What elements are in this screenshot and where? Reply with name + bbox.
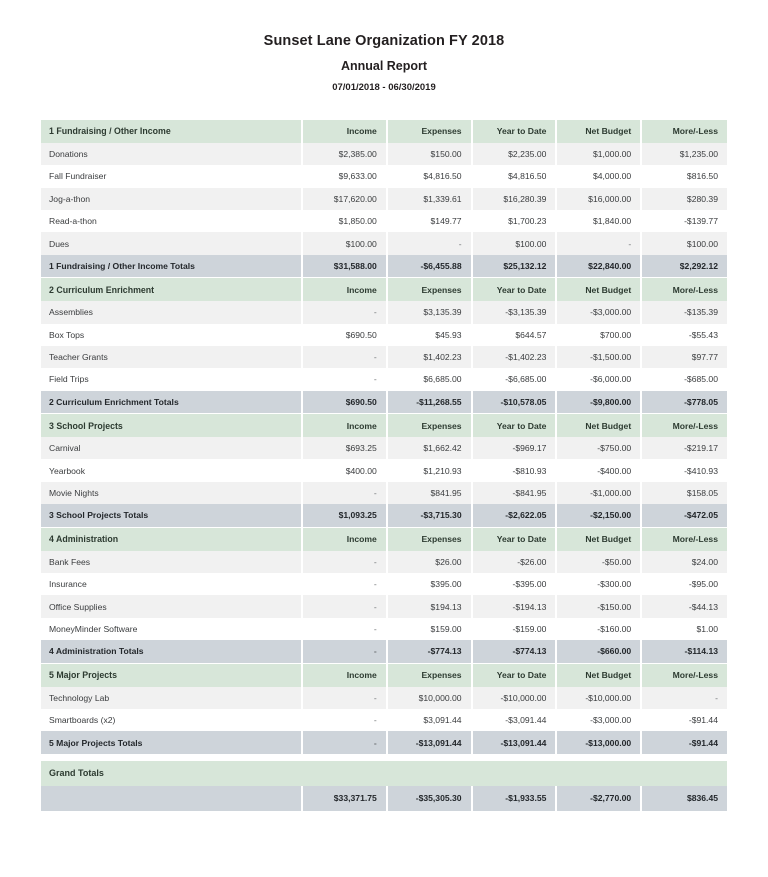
table-row	[41, 165, 727, 187]
row-value-1: $841.95	[388, 482, 473, 504]
section-title: 1 Fundraising / Other Income	[41, 120, 303, 143]
row-value-0: $690.50	[303, 324, 388, 346]
empty-value-dash: -	[373, 737, 377, 748]
empty-value-dash: -	[373, 601, 377, 612]
grand-totals-value-0: $33,371.75	[303, 786, 388, 811]
column-header-3: Net Budget	[557, 120, 642, 143]
totals-value-3: $22,840.00	[557, 255, 642, 277]
row-value-3: -$3,000.00	[557, 301, 642, 323]
totals-value-1: -$3,715.30	[388, 504, 473, 526]
grand-totals-table	[41, 761, 727, 811]
section-table	[41, 414, 727, 527]
totals-value-3: -$2,150.00	[557, 504, 642, 526]
grand-totals-value-4: $836.45	[642, 786, 727, 811]
row-value-2: -$841.95	[473, 482, 558, 504]
row-value-0	[303, 346, 388, 368]
row-value-4: $24.00	[642, 551, 727, 573]
empty-value-dash: -	[373, 307, 377, 318]
totals-value-1: -$774.13	[388, 640, 473, 662]
row-value-0	[303, 709, 388, 731]
section-title: 4 Administration	[41, 528, 303, 551]
row-value-1: $4,816.50	[388, 165, 473, 187]
row-label: Office Supplies	[41, 595, 303, 617]
row-value-2: -$3,091.44	[473, 709, 558, 731]
totals-value-3: -$13,000.00	[557, 731, 642, 753]
empty-value-dash: -	[373, 646, 377, 657]
section-table	[41, 120, 727, 277]
row-value-0: $1,850.00	[303, 210, 388, 232]
row-value-3: -$750.00	[557, 437, 642, 459]
row-value-1: $3,135.39	[388, 301, 473, 323]
column-header-1: Expenses	[388, 664, 473, 687]
row-value-2: $644.57	[473, 324, 558, 346]
row-value-0: $9,633.00	[303, 165, 388, 187]
grand-totals-row	[41, 786, 727, 811]
row-value-2: -$810.93	[473, 459, 558, 481]
empty-value-dash: -	[373, 488, 377, 499]
column-header-0: Income	[303, 664, 388, 687]
row-value-0	[303, 301, 388, 323]
row-value-0	[303, 368, 388, 390]
column-header-1: Expenses	[388, 120, 473, 143]
row-value-4: $1.00	[642, 618, 727, 640]
totals-value-1: -$13,091.44	[388, 731, 473, 753]
section-totals-row	[41, 640, 727, 662]
row-label: Yearbook	[41, 459, 303, 481]
column-header-3: Net Budget	[557, 528, 642, 551]
totals-label: 5 Major Projects Totals	[41, 731, 303, 753]
row-value-1: $3,091.44	[388, 709, 473, 731]
totals-label: 3 School Projects Totals	[41, 504, 303, 526]
row-value-4: $816.50	[642, 165, 727, 187]
row-value-2: -$1,402.23	[473, 346, 558, 368]
row-label: Carnival	[41, 437, 303, 459]
row-value-4: -$91.44	[642, 709, 727, 731]
row-value-1: $10,000.00	[388, 687, 473, 709]
row-value-3: $4,000.00	[557, 165, 642, 187]
row-value-1: $6,685.00	[388, 368, 473, 390]
empty-value-dash: -	[373, 374, 377, 385]
totals-value-4: -$778.05	[642, 391, 727, 413]
grand-totals-value-3: -$2,770.00	[557, 786, 642, 811]
column-header-1: Expenses	[388, 528, 473, 551]
row-value-2: -$159.00	[473, 618, 558, 640]
row-value-4	[642, 687, 727, 709]
row-value-1: $194.13	[388, 595, 473, 617]
totals-label: 2 Curriculum Enrichment Totals	[41, 391, 303, 413]
column-header-0: Income	[303, 414, 388, 437]
row-value-2: -$26.00	[473, 551, 558, 573]
empty-value-dash: -	[458, 238, 462, 249]
row-value-3: -$10,000.00	[557, 687, 642, 709]
column-header-2: Year to Date	[473, 664, 558, 687]
row-label: MoneyMinder Software	[41, 618, 303, 640]
section-header-row	[41, 414, 727, 437]
row-value-4: $100.00	[642, 232, 727, 254]
totals-value-1: -$6,455.88	[388, 255, 473, 277]
financial-report-table	[41, 120, 727, 811]
row-label: Insurance	[41, 573, 303, 595]
empty-value-dash: -	[628, 238, 632, 249]
row-value-4: -$139.77	[642, 210, 727, 232]
row-value-4: -$410.93	[642, 459, 727, 481]
row-label: Donations	[41, 143, 303, 165]
row-value-1: $26.00	[388, 551, 473, 573]
row-value-2: $100.00	[473, 232, 558, 254]
row-value-1: $1,402.23	[388, 346, 473, 368]
column-header-4: More/-Less	[642, 528, 727, 551]
table-row	[41, 346, 727, 368]
totals-value-0	[303, 731, 388, 753]
totals-value-1: -$11,268.55	[388, 391, 473, 413]
row-label: Box Tops	[41, 324, 303, 346]
totals-value-0	[303, 640, 388, 662]
column-header-3: Net Budget	[557, 664, 642, 687]
row-value-4: $1,235.00	[642, 143, 727, 165]
section-title: 2 Curriculum Enrichment	[41, 278, 303, 301]
column-header-3: Net Budget	[557, 278, 642, 301]
row-value-4: -$135.39	[642, 301, 727, 323]
row-value-4: -$95.00	[642, 573, 727, 595]
totals-value-3: -$660.00	[557, 640, 642, 662]
row-value-1: $1,339.61	[388, 188, 473, 210]
table-row	[41, 573, 727, 595]
row-value-1	[388, 232, 473, 254]
totals-value-4: $2,292.12	[642, 255, 727, 277]
column-header-4: More/-Less	[642, 664, 727, 687]
column-header-3: Net Budget	[557, 414, 642, 437]
table-row	[41, 188, 727, 210]
row-value-3: -$1,000.00	[557, 482, 642, 504]
section-title: 5 Major Projects	[41, 664, 303, 687]
column-header-1: Expenses	[388, 414, 473, 437]
row-value-1: $159.00	[388, 618, 473, 640]
row-label: Dues	[41, 232, 303, 254]
section-totals-row	[41, 731, 727, 753]
row-label: Read-a-thon	[41, 210, 303, 232]
row-value-2: $2,235.00	[473, 143, 558, 165]
totals-value-4: -$472.05	[642, 504, 727, 526]
totals-value-2: -$2,622.05	[473, 504, 558, 526]
section-gap	[41, 754, 727, 761]
row-label: Movie Nights	[41, 482, 303, 504]
column-header-2: Year to Date	[473, 528, 558, 551]
totals-value-2: -$774.13	[473, 640, 558, 662]
column-header-4: More/-Less	[642, 414, 727, 437]
section-totals-row	[41, 255, 727, 277]
row-value-0	[303, 618, 388, 640]
table-row	[41, 482, 727, 504]
row-value-1: $150.00	[388, 143, 473, 165]
totals-value-2: -$10,578.05	[473, 391, 558, 413]
totals-value-2: $25,132.12	[473, 255, 558, 277]
column-header-0: Income	[303, 278, 388, 301]
empty-value-dash: -	[373, 556, 377, 567]
row-value-4: $97.77	[642, 346, 727, 368]
table-row	[41, 437, 727, 459]
empty-value-dash: -	[715, 692, 718, 703]
row-value-2: $4,816.50	[473, 165, 558, 187]
column-header-0: Income	[303, 120, 388, 143]
row-value-3: -$6,000.00	[557, 368, 642, 390]
table-row	[41, 143, 727, 165]
section-header-row	[41, 278, 727, 301]
row-value-0: $400.00	[303, 459, 388, 481]
totals-label: 1 Fundraising / Other Income Totals	[41, 255, 303, 277]
table-row	[41, 551, 727, 573]
row-value-3: -$1,500.00	[557, 346, 642, 368]
row-value-0: $100.00	[303, 232, 388, 254]
totals-value-4: -$114.13	[642, 640, 727, 662]
row-value-1: $395.00	[388, 573, 473, 595]
row-value-1: $1,662.42	[388, 437, 473, 459]
page-title: Sunset Lane Organization FY 2018	[263, 33, 505, 49]
column-header-2: Year to Date	[473, 120, 558, 143]
column-header-4: More/-Less	[642, 120, 727, 143]
row-value-3: $700.00	[557, 324, 642, 346]
row-value-2: -$969.17	[473, 437, 558, 459]
row-label: Smartboards (x2)	[41, 709, 303, 731]
section-header-row	[41, 120, 727, 143]
row-value-0	[303, 573, 388, 595]
row-value-1: $45.93	[388, 324, 473, 346]
section-table	[41, 664, 727, 754]
row-value-0	[303, 551, 388, 573]
column-header-0: Income	[303, 528, 388, 551]
table-row	[41, 687, 727, 709]
section-header-row	[41, 664, 727, 687]
row-value-0	[303, 687, 388, 709]
totals-value-0: $1,093.25	[303, 504, 388, 526]
section-header-row	[41, 528, 727, 551]
row-label: Field Trips	[41, 368, 303, 390]
table-row	[41, 618, 727, 640]
section-totals-row	[41, 504, 727, 526]
section-table	[41, 528, 727, 663]
row-value-0: $693.25	[303, 437, 388, 459]
totals-label: 4 Administration Totals	[41, 640, 303, 662]
row-value-3: $1,840.00	[557, 210, 642, 232]
grand-totals-header-row	[41, 761, 727, 786]
row-value-3	[557, 232, 642, 254]
totals-value-3: -$9,800.00	[557, 391, 642, 413]
grand-totals-value-2: -$1,933.55	[473, 786, 558, 811]
row-value-3: -$3,000.00	[557, 709, 642, 731]
section-title: 3 School Projects	[41, 414, 303, 437]
row-value-3: -$150.00	[557, 595, 642, 617]
table-row	[41, 595, 727, 617]
column-header-2: Year to Date	[473, 414, 558, 437]
table-row	[41, 324, 727, 346]
row-value-3: $16,000.00	[557, 188, 642, 210]
row-value-0	[303, 482, 388, 504]
empty-value-dash: -	[373, 352, 377, 363]
row-value-3: -$400.00	[557, 459, 642, 481]
grand-totals-row-label	[41, 786, 303, 811]
table-row	[41, 709, 727, 731]
row-value-2: $1,700.23	[473, 210, 558, 232]
row-value-2: -$3,135.39	[473, 301, 558, 323]
row-value-3: -$160.00	[557, 618, 642, 640]
row-label: Technology Lab	[41, 687, 303, 709]
row-value-2: -$395.00	[473, 573, 558, 595]
row-label: Bank Fees	[41, 551, 303, 573]
grand-totals-title: Grand Totals	[41, 761, 727, 786]
table-row	[41, 368, 727, 390]
row-label: Fall Fundraiser	[41, 165, 303, 187]
grand-totals-value-1: -$35,305.30	[388, 786, 473, 811]
row-value-0	[303, 595, 388, 617]
report-subtitle: Annual Report	[340, 59, 428, 74]
row-label: Jog-a-thon	[41, 188, 303, 210]
totals-value-0: $31,588.00	[303, 255, 388, 277]
row-value-3: $1,000.00	[557, 143, 642, 165]
row-value-3: -$50.00	[557, 551, 642, 573]
row-value-4: -$219.17	[642, 437, 727, 459]
row-value-2: -$6,685.00	[473, 368, 558, 390]
column-header-4: More/-Less	[642, 278, 727, 301]
table-row	[41, 232, 727, 254]
row-value-4: -$55.43	[642, 324, 727, 346]
table-row	[41, 210, 727, 232]
empty-value-dash: -	[373, 579, 377, 590]
row-value-4: -$685.00	[642, 368, 727, 390]
row-value-4: -$44.13	[642, 595, 727, 617]
row-value-2: $16,280.39	[473, 188, 558, 210]
report-titles	[41, 0, 727, 94]
section-table	[41, 278, 727, 413]
row-value-1: $149.77	[388, 210, 473, 232]
column-header-1: Expenses	[388, 278, 473, 301]
empty-value-dash: -	[373, 624, 377, 634]
table-row	[41, 301, 727, 323]
row-value-2: -$10,000.00	[473, 687, 558, 709]
table-row	[41, 459, 727, 481]
row-value-1: $1,210.93	[388, 459, 473, 481]
column-header-2: Year to Date	[473, 278, 558, 301]
section-totals-row	[41, 391, 727, 413]
row-value-4: $158.05	[642, 482, 727, 504]
row-value-2: -$194.13	[473, 595, 558, 617]
row-value-3: -$300.00	[557, 573, 642, 595]
row-value-0: $2,385.00	[303, 143, 388, 165]
report-date-range: 07/01/2018 - 06/30/2019	[332, 82, 436, 94]
row-label: Teacher Grants	[41, 346, 303, 368]
totals-value-2: -$13,091.44	[473, 731, 558, 753]
empty-value-dash: -	[373, 715, 377, 726]
row-label: Assemblies	[41, 301, 303, 323]
row-value-4: $280.39	[642, 188, 727, 210]
totals-value-0: $690.50	[303, 391, 388, 413]
totals-value-4: -$91.44	[642, 731, 727, 753]
row-value-0: $17,620.00	[303, 188, 388, 210]
empty-value-dash: -	[373, 692, 377, 703]
